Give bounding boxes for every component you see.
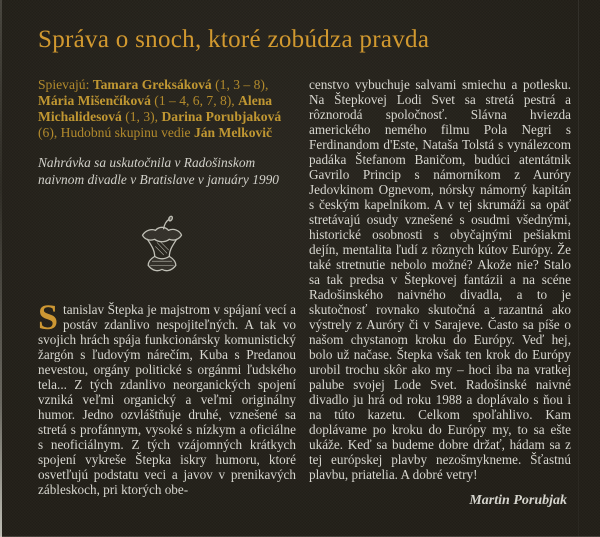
scan-crease-right <box>578 0 579 537</box>
recording-note: Nahrávka sa uskutočnila v Radošinskom naivnom divadle v Bratislave v januáry 1990 <box>38 155 279 187</box>
scan-edge-left <box>0 0 2 537</box>
right-column <box>309 77 571 509</box>
apple-core-icon <box>136 212 188 278</box>
essay-left-text: tanislav Štepka je majstrom v spájaní vecí a postáv zdanlivo nespojiteľných. A tak vo svojich hrách spája funkcionársky komunistický žargón s ľudovým nárečím, Kuba s Predanou nevestou, orgány politické s orgánmi ľudského tela... Z tých zdanlivo neorganických spojení vzniká veľmi organický a veľmi originálny humor. Jedno ozvláštňuje druhé, vznešené sa stretá s profánnym, vysoké s nízkym a oficiálne s neoficiálnym. Z tých vzájomných krátkych spojení vykreše Štepka iskry humoru, ktoré osvetľujú podstatu veci a javov v prenikavých zábleskoch, pri ktorých obe- <box>38 302 296 497</box>
essay-left-paragraph <box>38 297 296 497</box>
credits-block: Spievajú: Tamara Greksáková (1, 3 – 8), Mária Mišenčíková (1 – 4, 6, 7, 8), Alena Michalidesová (1, 3), Darina Porubjaková (6), Hudobnú skupinu vedie Ján Melkovič <box>38 77 282 140</box>
essay-right-paragraph: censtvo vybuchuje salvami smiechu a potlesku. Na Štepkovej Lodi Svet sa stretá pestrá a rôznorodá spoločnosť. Slávna hviezda amerického nemého filmu Pola Negri s Ferdinandom d'Este, Nataša Tolstá s vynálezcom padáka Štefanom Baničom, budúci atentátnik Gavrilo Princip s námorníkom z Auróry Jedovkinom Ognevom, nórsky námorný kapitán s českým kapelníkom. A v tej skrumáži sa opäť stretávajú osudy vznešené s osudmi všednými, historické osobnosti s obyčajnými pešiakmi dejín, mentalita ľudí z rôznych kútov Európy. Že také stretnutie nebolo možné? Akože nie? Stalo sa tak predsa v Štepkovej fantázii a na scéne Radošinského naivného divadla, a to je skutočnosť rovnako skutočná a razantná ako výstrely z Auróry či v Sarajeve. Často sa píše o našom chystanom kroku do Európy. Veď hej, bolo už načase. Štepka však ten krok do Európy urobil trochu skôr ako my – hoci iba na vratkej palube svojej Lode Svet. Radošinské naivné divadlo ju hrá od roku 1988 a doplávalo s ňou i na túto kazetu. Celkom spoľahlivo. Kam doplávame po kroku do Európy my, to sa ešte ukáže. Keď sa budeme dobre držať, hádam sa z tej európskej plavby nezošmykneme. Šťastnú plavbu, priatelia. A dobré vetry! <box>309 77 571 482</box>
left-column <box>38 77 296 509</box>
two-column-layout <box>38 77 571 509</box>
drop-cap: S <box>38 297 59 337</box>
page-title: Správa o snoch, ktoré zobúdza pravda <box>38 26 430 53</box>
author-signature: Martin Porubjak <box>469 493 567 508</box>
